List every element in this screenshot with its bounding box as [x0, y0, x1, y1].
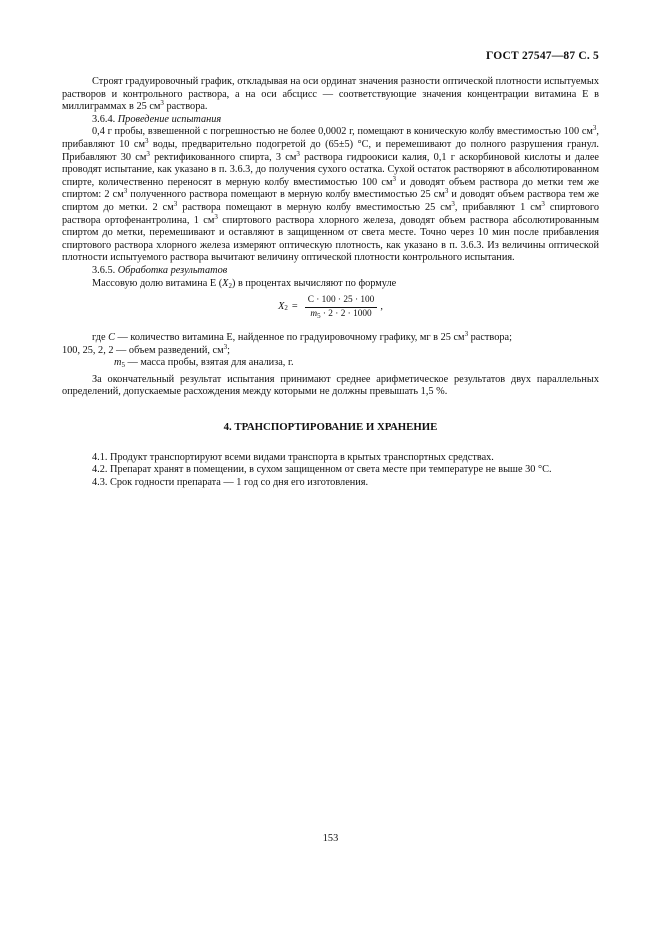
formula-denominator: $m_5 \cdot 2 \cdot 2 \cdot 1000$: [310, 309, 372, 321]
section-4-title: 4. ТРАНСПОРТИРОВАНИЕ И ХРАНЕНИЕ: [223, 421, 438, 434]
where-item-c: где C — количество витамина Е, найденное по градуировочному графику, мг в 25 $см^3$ раствора;: [92, 330, 512, 344]
page-number: 153: [322, 833, 339, 844]
heading-3-6-5: 3.6.5. Обработка результатов: [92, 264, 228, 276]
formula-x2: X 2 = $\frac{C \cdot 100 \cdot 25 \cdot 100}{m_5 \cdot 2 \cdot 2 \cdot 1000}$ ,: [278, 295, 383, 321]
formula-numerator: C · 100 · 25 · 100: [305, 295, 378, 308]
paragraph-mass-fraction-intro: Массовую долю витамина Е $(X_2)$ в процентах вычисляют по формуле: [92, 277, 397, 290]
paragraph-final-result: За окончательный результат испытания принимают среднее арифметическое результатов двух параллельных определений, допускаемые расхождения между которыми не должны превышать 1,5 %.: [62, 373, 599, 398]
paragraph-calibration-graph: Строят градуировочный график, откладывая на оси ординат значения разности оптической плотности испытуемых растворов и контрольного раствора, а на оси абсцисс — соответствующие значения концентрации витамина Е в миллиграммах в 25 $см^3$ раствора.: [62, 76, 599, 113]
where-item-mass: $m_5$ — масса пробы, взятая для анализа, г.: [114, 357, 294, 370]
page-content: [62, 76, 599, 489]
paragraph-4-3: 4.3. Срок годности препарата — 1 год со дня его изготовления.: [92, 476, 369, 488]
paragraph-test-procedure: 0,4 г пробы, взвешенной с погрешностью не более 0,0002 г, помещают в коническую колбу вместимостью 100 $см^3$, прибавляют 10 $см^3$ воды, предварительно подогретой до (65±5) °С, и перемешивают до полного разрушения гранул. Прибавляют 30 $см^3$ ректификованного спирта, 3 $см^3$ раствора гидроокиси калия, 0,1 г аскорбиновой кислоты и далее проводят испытание, как указано в п. 3.6.3, до получения сухого остатка. Сухой остаток растворяют в абсолютированном спирте, количественно переносят в мерную колбу вместимостью 100 $см^3$ и доводят объем раствора до метки тем же спиртом: 2 $см^3$ полученного раствора помещают в мерную колбу вместимостью 25 $см^3$ и доводят объем раствора тем же спиртом до метки. 2 $см^3$ раствора помещают в мерную колбу вместимостью 25 $см^3$, прибавляют 1 $см^3$ спиртового раствора ортофенантролина, 1 $см^3$ спиртового раствора хлорного железа, доводят объем раствора абсолютированным спиртом до метки, перемешивают и оставляют в защищенном от света месте. Точно через 10 мин после прибавления спиртового раствора хлорного железа измеряют оптическую плотность, как указано в п. 3.6.3. Из величины оптической плотности испытуемого раствора вычитают величину оптической плотности контрольного испытания.: [62, 124, 600, 264]
paragraph-4-2: 4.2. Препарат хранят в помещении, в сухом защищенном от света месте при температуре не выше 30 °С.: [92, 464, 552, 476]
where-item-dilutions: 100, 25, 2, 2 — объем разведений, $см^3$;: [62, 342, 231, 356]
formula-fraction: [305, 295, 378, 320]
heading-3-6-4: 3.6.4. Проведение испытания: [92, 113, 222, 125]
paragraph-4-1: 4.1. Продукт транспортируют всеми видами транспорта в крытых транспортных средствах.: [92, 451, 494, 463]
page-header: ГОСТ 27547—87 С. 5: [486, 50, 599, 62]
